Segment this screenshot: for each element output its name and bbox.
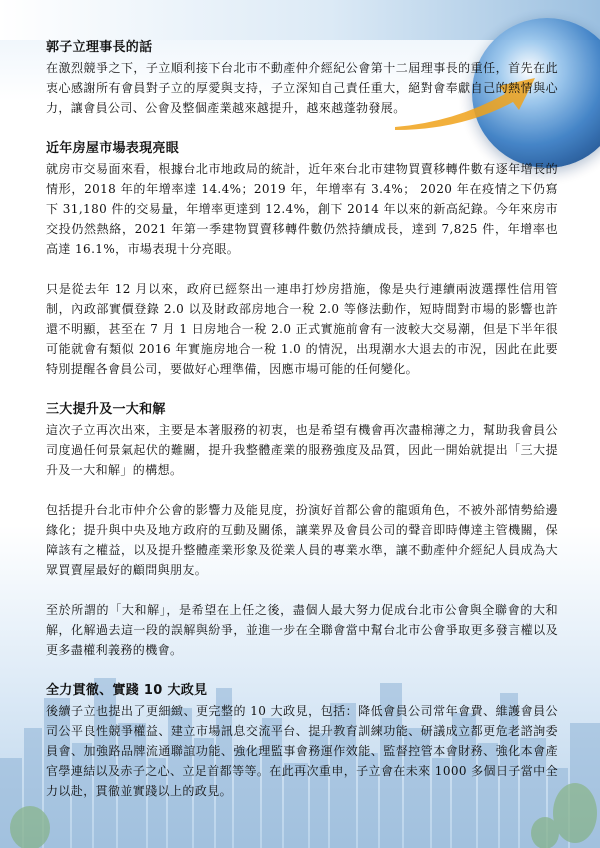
section-heading-ten-policies: 全力貫徹、實踐 10 大政見 [46, 683, 208, 698]
paragraph: 至於所謂的「大和解」，是希望在上任之後，盡個人最大努力促成台北市公會與全聯會的大和解，化解過去這一段的誤解與紛爭，並進一步在全聯會當中幫台北市公會爭取更多發言權以及更多盡權利義務的機會。 [46, 603, 558, 657]
paragraph: 只是從去年 12 月以來，政府已經祭出一連串打炒房措施，像是央行連續兩波選擇性信用管制，內政部實價登錄 2.0 以及財政部房地合一稅 2.0 等修法動作，短時間對市場的影響也許還不明顯，甚至在 7 月 1 日房地合一稅 2.0 正式實施前會有一波較大交易潮，但是下半年很可能就會有類似 2016 年實施房地合一稅 1.0 的情況，出現潮水大退去的市況，因此在此要特別提醒各會員公司，要做好心理準備，因應市場可能的任何變化。 [46, 282, 558, 376]
paragraph: 包括提升台北市仲介公會的影響力及能見度，扮演好首都公會的龍頭角色，不被外部情勢給邊緣化；提升與中央及地方政府的互動及關係，讓業界及會員公司的聲音即時傳達主管機關，保障該有之權益，以及提升整體產業形象及從業人員的專業水準，讓不動產仲介經紀人員成為大眾買賣屋最好的顧問與朋友。 [46, 503, 558, 577]
paragraph: 就房市交易面來看，根據台北市地政局的統計，近年來台北市建物買賣移轉件數有逐年增長的情形，2018 年的年增率達 14.4%；2019 年，年增率有 3.4%； 2020 年在疫情之下仍寫下 31,180 件的交易量，年增率更達到 12.4%，創下 2014 年以來的新高紀錄。今年來房市交投仍然熱絡，2021 年第一季建物買賣移轉件數仍然持續成長，達到 7,825 件，年增率也高達 16.1%，市場表現十分亮眼。 [46, 162, 558, 256]
paragraph: 在激烈競爭之下，子立順利接下台北市不動產仲介經紀公會第十二屆理事長的重任，首先在此衷心感謝所有會員對子立的厚愛與支持，子立深知自己責任重大，絕對會奉獻自己的熱情與心力，讓會員公司、公會及整個產業越來越提升，越來越蓬勃發展。 [46, 61, 558, 115]
paragraph: 後續子立也提出了更細緻、更完整的 10 大政見，包括：降低會員公司常年會費、維護會員公司公平良性競爭權益、建立市場訊息交流平台、提升教育訓練功能、研議成立都更危老諮詢委員會、加強路品牌流通聯誼功能、強化理監事會務運作效能、監督控管本會財務、強化本會產官學連結以及赤子之心、立足首都等等。在此再次重申，子立會在未來 1000 多個日子當中全力以赴，貫徹並實踐以上的政見。 [46, 704, 558, 798]
paragraph: 這次子立再次出來，主要是本著服務的初衷，也是希望有機會再次盡棉薄之力，幫助我會員公司度過任何景氣起伏的難關，提升我整體產業的服務強度及品質，因此一開始就提出「三大提升及一大和解」的構想。 [46, 423, 558, 477]
letter-content [46, 38, 558, 801]
section-heading-market: 近年房屋市場表現亮眼 [46, 141, 180, 156]
section-heading-chairman-message: 郭子立理事長的話 [46, 40, 153, 55]
section-heading-three-improvements: 三大提升及一大和解 [46, 402, 166, 417]
